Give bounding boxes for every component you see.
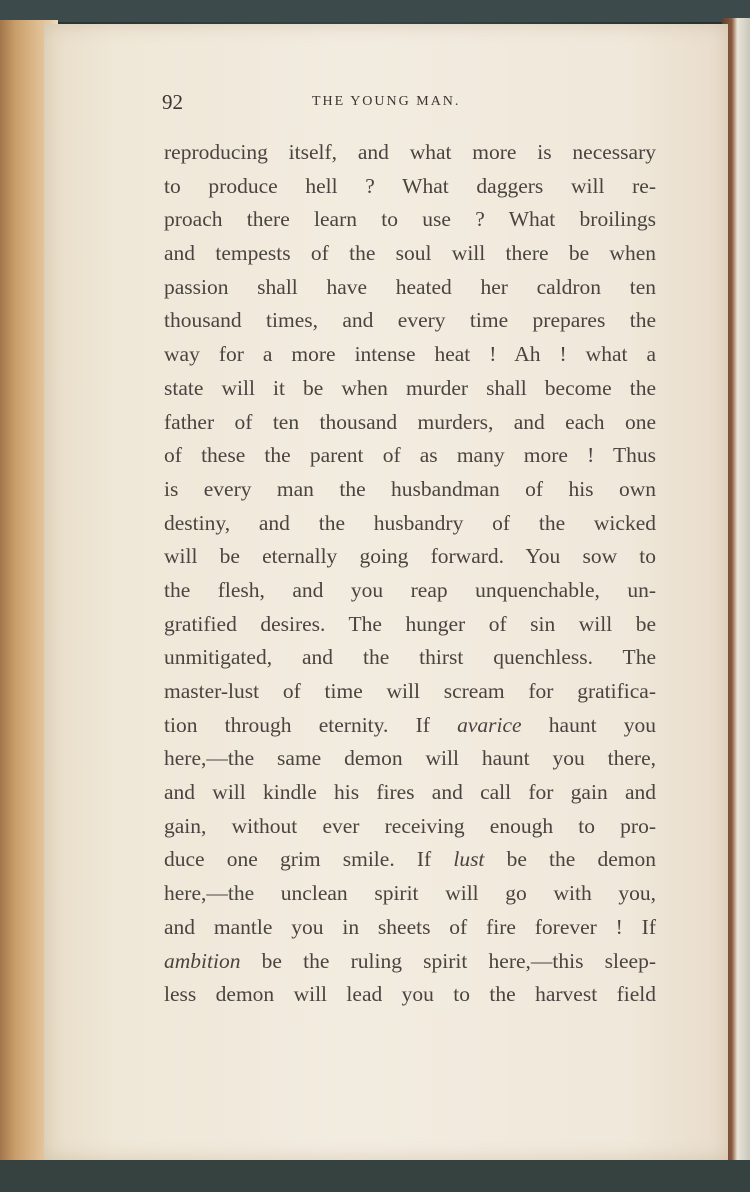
text-line: and will kindle his fires and call for gain and [164, 780, 656, 805]
text-line: proach there learn to use ? What broilings [164, 207, 656, 232]
text-line: destiny, and the husbandry of the wicked [164, 510, 656, 535]
text-line: the flesh, and you reap unquenchable, un- [164, 577, 656, 602]
text-line: tion through eternity. If avarice haunt you [164, 712, 656, 737]
text-line: ambition be the ruling spirit here,—this sleep- [164, 948, 656, 973]
text-line: and mantle you in sheets of fire forever ! If [164, 914, 656, 939]
text-line: will be eternally going forward. You sow to [164, 544, 656, 569]
text-line: passion shall have heated her caldron ten [164, 274, 656, 299]
text-line: reproducing itself, and what more is necessary [164, 140, 656, 164]
text-line: here,—the unclean spirit will go with you, [164, 881, 656, 906]
text-line: father of ten thousand murders, and each one [164, 409, 656, 434]
text-line: to produce hell ? What daggers will re- [164, 173, 656, 198]
text-line: of these the parent of as many more ! Thus [164, 443, 656, 468]
text-line: less demon will lead you to the harvest field [164, 982, 656, 1007]
book-cover-bottom-edge [0, 1160, 750, 1192]
emphasized-word: avarice [457, 712, 522, 737]
text-line: and tempests of the soul will there be when [164, 241, 656, 266]
text-line: master-lust of time will scream for gratifica- [164, 679, 656, 703]
emphasized-word: lust [453, 847, 485, 872]
text-line: gratified desires. The hunger of sin will be [164, 611, 656, 636]
text-line: way for a more intense heat ! Ah ! what a [164, 342, 656, 367]
book-cover-top-edge [0, 0, 750, 22]
body-text [164, 136, 656, 1012]
page-number: 92 [162, 90, 183, 114]
text-line: duce one grim smile. If lust be the demon [164, 847, 656, 872]
text-line: is every man the husbandman of his own [164, 476, 656, 501]
text-line: unmitigated, and the thirst quenchless. The [164, 645, 656, 670]
text-line: here,—the same demon will haunt you there, [164, 746, 656, 771]
page-header [120, 90, 660, 120]
text-line: thousand times, and every time prepares the [164, 308, 656, 333]
text-line: gain, without ever receiving enough to pro- [164, 813, 656, 838]
text-line: state will it be when murder shall become the [164, 375, 656, 400]
running-title: THE YOUNG MAN. [312, 94, 461, 109]
emphasized-word: ambition [164, 948, 241, 973]
